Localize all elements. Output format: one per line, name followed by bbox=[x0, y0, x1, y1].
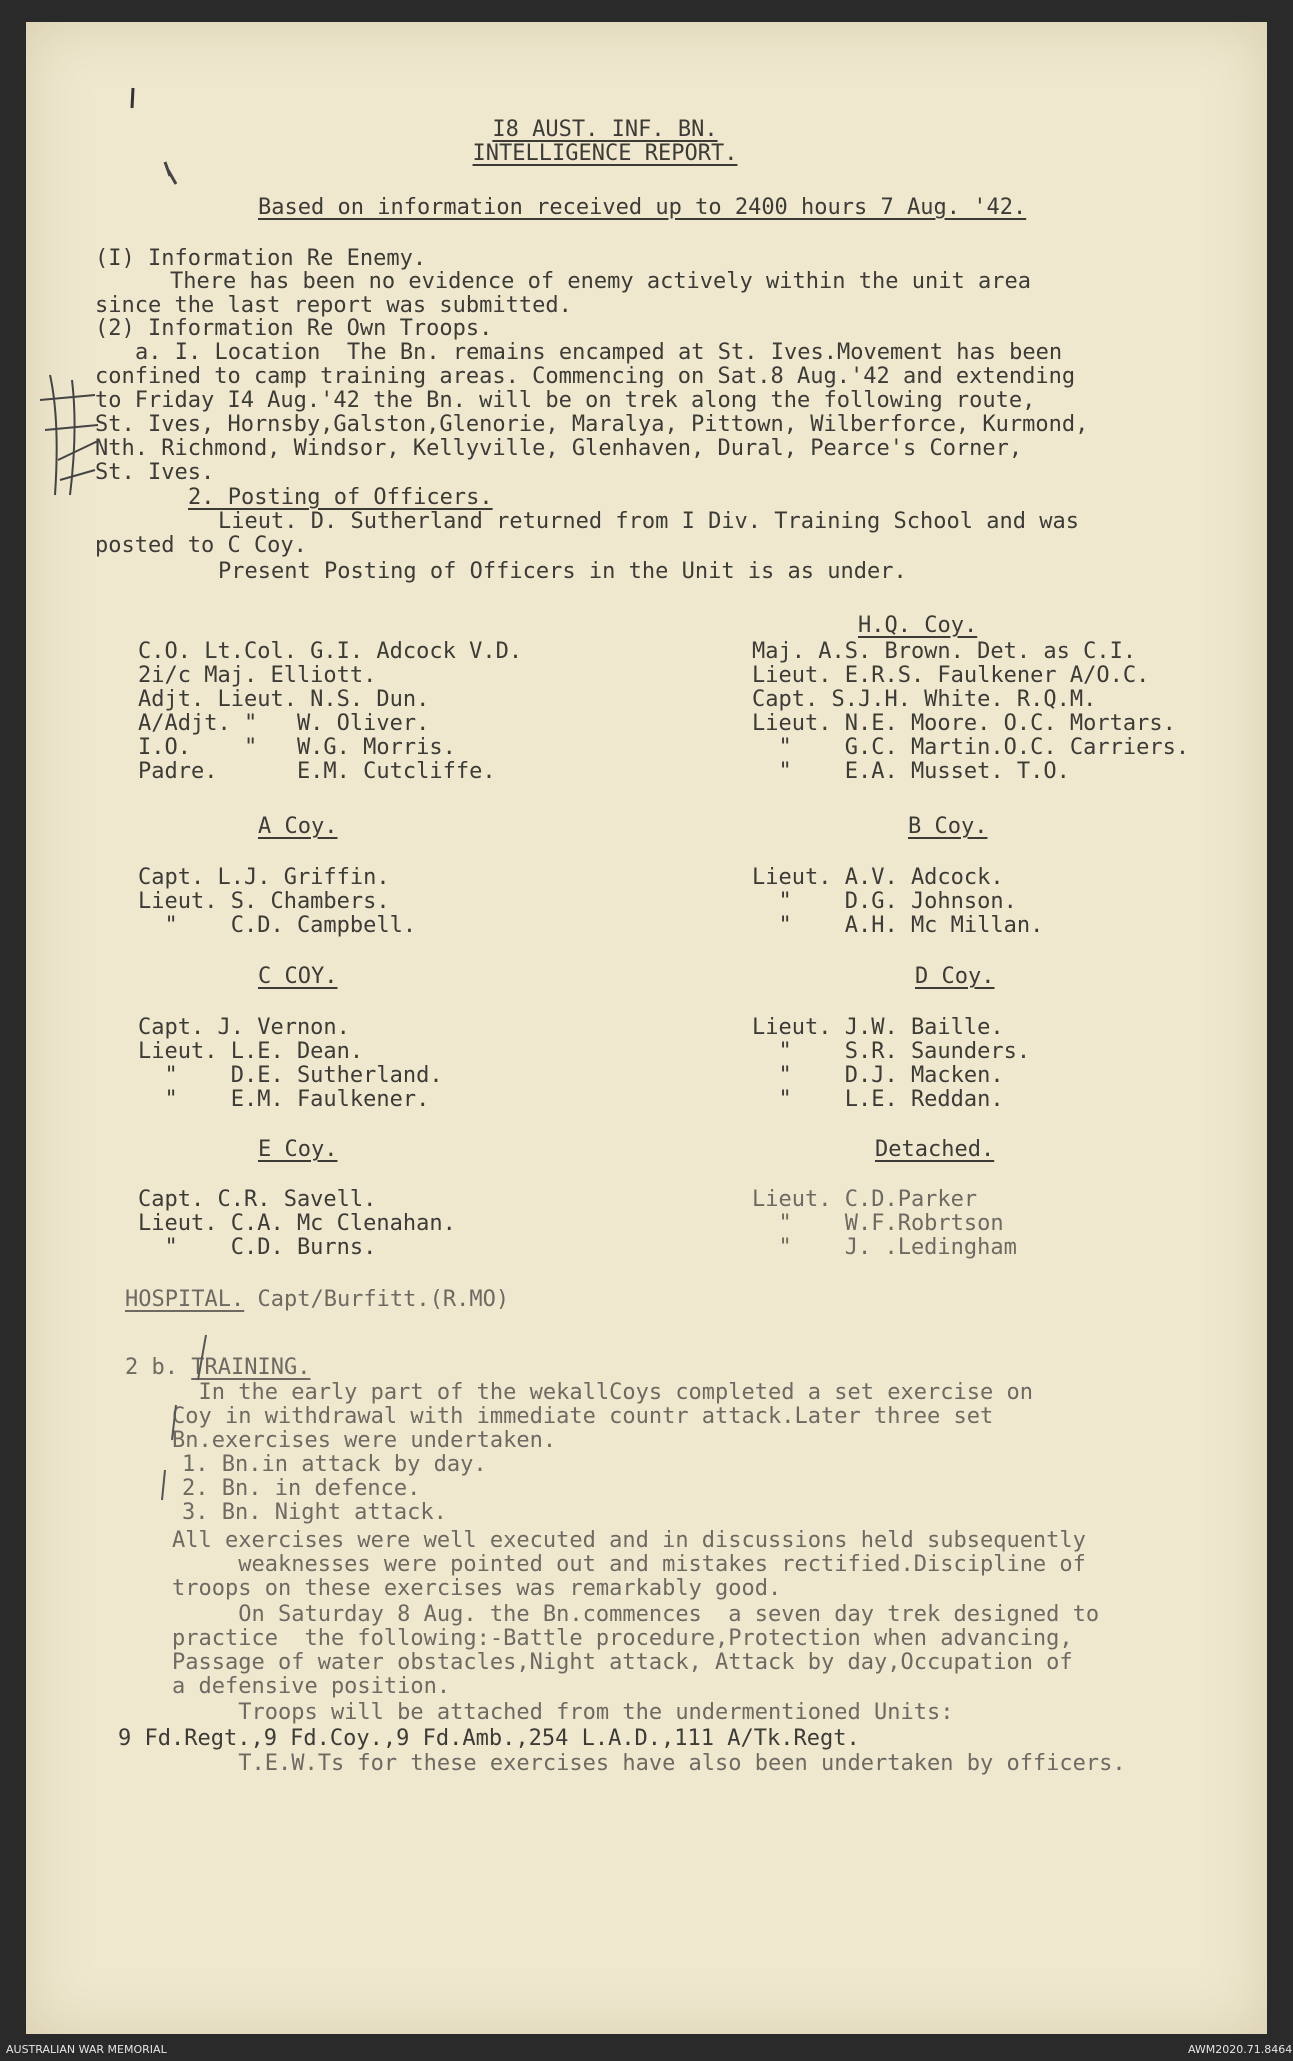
e-coy-heading: E Coy. bbox=[258, 1137, 338, 1162]
training-line: On Saturday 8 Aug. the Bn.commences a seven day trek designed to bbox=[172, 1602, 1100, 1627]
hq-coy-officer: " G.C. Martin.O.C. Carriers. bbox=[752, 735, 1190, 760]
d-coy-officer: " D.J. Macken. bbox=[752, 1063, 1004, 1088]
bn-hq-officer: I.O. " W.G. Morris. bbox=[138, 735, 456, 760]
posting-heading: 2. Posting of Officers. bbox=[188, 485, 493, 510]
location-line: confined to camp training areas. Commencing on Sat.8 Aug.'42 and extending bbox=[95, 364, 1076, 389]
c-coy-officer: Capt. J. Vernon. bbox=[138, 1015, 350, 1040]
hq-coy-heading: H.Q. Coy. bbox=[858, 613, 978, 638]
location-line: St. Ives, Hornsby,Galston,Glenorie, Maralya, Pittown, Wilberforce, Kurmond, bbox=[95, 412, 1089, 437]
c-coy-officer: Lieut. L.E. Dean. bbox=[138, 1039, 364, 1064]
d-coy-officer: Lieut. J.W. Baille. bbox=[752, 1015, 1004, 1040]
margin-scribble bbox=[40, 375, 100, 495]
training-exercise: 1. Bn.in attack by day. bbox=[182, 1452, 487, 1477]
hospital-officer: Capt/Burfitt.(R.MO) bbox=[257, 1287, 510, 1312]
training-line: weaknesses were pointed out and mistakes rectified.Discipline of bbox=[172, 1552, 1086, 1577]
hq-coy-officer: Capt. S.J.H. White. R.Q.M. bbox=[752, 687, 1097, 712]
pencil-mark bbox=[165, 162, 176, 184]
tewt-line: T.E.W.Ts for these exercises have also been undertaken by officers. bbox=[172, 1751, 1126, 1776]
bn-hq-officer: Adjt. Lieut. N.S. Dun. bbox=[138, 687, 430, 712]
detached-officer: " J. .Ledingham bbox=[752, 1235, 1017, 1260]
d-coy-officer: " S.R. Saunders. bbox=[752, 1039, 1031, 1064]
b-coy-officer: Lieut. A.V. Adcock. bbox=[752, 865, 1004, 890]
hq-coy-officer: Lieut. E.R.S. Faulkener A/O.C. bbox=[752, 663, 1150, 688]
bn-hq-officer: Padre. E.M. Cutcliffe. bbox=[138, 759, 496, 784]
a-coy-officer: Capt. L.J. Griffin. bbox=[138, 865, 390, 890]
e-coy-officer: Capt. C.R. Savell. bbox=[138, 1187, 377, 1212]
training-exercise: 2. Bn. in defence. bbox=[182, 1476, 421, 1501]
pencil-tick-mark bbox=[132, 88, 133, 108]
report-title: INTELLIGENCE REPORT. bbox=[472, 141, 738, 166]
location-line: to Friday I4 Aug.'42 the Bn. will be on trek along the following route, bbox=[95, 388, 1036, 413]
b-coy-officer: " A.H. Mc Millan. bbox=[752, 913, 1044, 938]
training-line: a defensive position. bbox=[172, 1674, 451, 1699]
a-coy-heading: A Coy. bbox=[258, 814, 338, 839]
training-line: practice the following:-Battle procedure,Protection when advancing, bbox=[172, 1626, 1073, 1651]
c-coy-officer: " D.E. Sutherland. bbox=[138, 1063, 443, 1088]
d-coy-heading: D Coy. bbox=[915, 964, 995, 989]
training-line: Bn.exercises were undertaken. bbox=[172, 1428, 557, 1453]
training-heading: TRAINING. bbox=[191, 1355, 311, 1380]
e-coy-officer: " C.D. Burns. bbox=[138, 1235, 377, 1260]
a-coy-officer: " C.D. Campbell. bbox=[138, 913, 417, 938]
training-heading-num: 2 b. bbox=[125, 1355, 178, 1380]
training-line: All exercises were well executed and in discussions held subsequently bbox=[172, 1528, 1086, 1553]
section1-heading-text: (I) Information Re Enemy. bbox=[95, 246, 427, 271]
footer-archive-name: AUSTRALIAN WAR MEMORIAL bbox=[6, 2043, 167, 2056]
section1-line: since the last report was submitted. bbox=[95, 293, 572, 318]
e-coy-officer: Lieut. C.A. Mc Clenahan. bbox=[138, 1211, 456, 1236]
posting-line: Present Posting of Officers in the Unit is as under. bbox=[218, 559, 907, 584]
d-coy-officer: " L.E. Reddan. bbox=[752, 1087, 1004, 1112]
posting-line: Lieut. D. Sutherland returned from I Div. Training School and was bbox=[218, 509, 1079, 534]
detached-officer: Lieut. C.D.Parker bbox=[752, 1187, 978, 1212]
hq-coy-officer: " E.A. Musset. T.O. bbox=[752, 759, 1070, 784]
posting-line: posted to C Coy. bbox=[95, 533, 307, 558]
footer-reference: AWM2020.71.8464 bbox=[1188, 2043, 1293, 2056]
b-coy-heading: B Coy. bbox=[908, 814, 988, 839]
section1-line: There has been no evidence of enemy actively within the unit area bbox=[170, 269, 1031, 294]
training-line: Troops will be attached from the undermentioned Units: bbox=[172, 1700, 954, 1725]
attached-units-line: 9 Fd.Regt.,9 Fd.Coy.,9 Fd.Amb.,254 L.A.D.,111 A/Tk.Regt. bbox=[118, 1726, 860, 1751]
detached-heading: Detached. bbox=[875, 1137, 995, 1162]
training-line: troops on these exercises was remarkably good. bbox=[172, 1576, 782, 1601]
b-coy-officer: " D.G. Johnson. bbox=[752, 889, 1017, 914]
a-coy-officer: Lieut. S. Chambers. bbox=[138, 889, 390, 914]
hq-coy-officer: Lieut. N.E. Moore. O.C. Mortars. bbox=[752, 711, 1176, 736]
hq-coy-officer: Maj. A.S. Brown. Det. as C.I. bbox=[752, 639, 1137, 664]
location-line: Nth. Richmond, Windsor, Kellyville, Glenhaven, Dural, Pearce's Corner, bbox=[95, 436, 1023, 461]
hospital-label: HOSPITAL. bbox=[125, 1287, 245, 1312]
bn-hq-officer: A/Adjt. " W. Oliver. bbox=[138, 711, 430, 736]
report-basis: Based on information received up to 2400 hours 7 Aug. '42. bbox=[258, 195, 1027, 220]
c-coy-heading: C COY. bbox=[258, 964, 338, 989]
location-line: St. Ives. bbox=[95, 460, 215, 485]
bn-hq-officer: C.O. Lt.Col. G.I. Adcock V.D. bbox=[138, 639, 523, 664]
detached-officer: " W.F.Robrtson bbox=[752, 1211, 1004, 1236]
c-coy-officer: " E.M. Faulkener. bbox=[138, 1087, 430, 1112]
bn-hq-officer: 2i/c Maj. Elliott. bbox=[138, 663, 377, 688]
training-line: Passage of water obstacles,Night attack, Attack by day,Occupation of bbox=[172, 1650, 1073, 1675]
margin-bracket-line bbox=[162, 1335, 206, 1500]
section2-heading: (2) Information Re Own Troops. bbox=[95, 316, 493, 341]
training-exercise: 3. Bn. Night attack. bbox=[182, 1500, 447, 1525]
training-line: Coy in withdrawal with immediate countr attack.Later three set bbox=[172, 1404, 994, 1429]
unit-name: I8 AUST. INF. BN. bbox=[492, 117, 718, 142]
location-line: a. I. Location The Bn. remains encamped at St. Ives.Movement has been bbox=[135, 340, 1063, 365]
training-line: In the early part of the wekallCoys completed a set exercise on bbox=[172, 1380, 1033, 1405]
